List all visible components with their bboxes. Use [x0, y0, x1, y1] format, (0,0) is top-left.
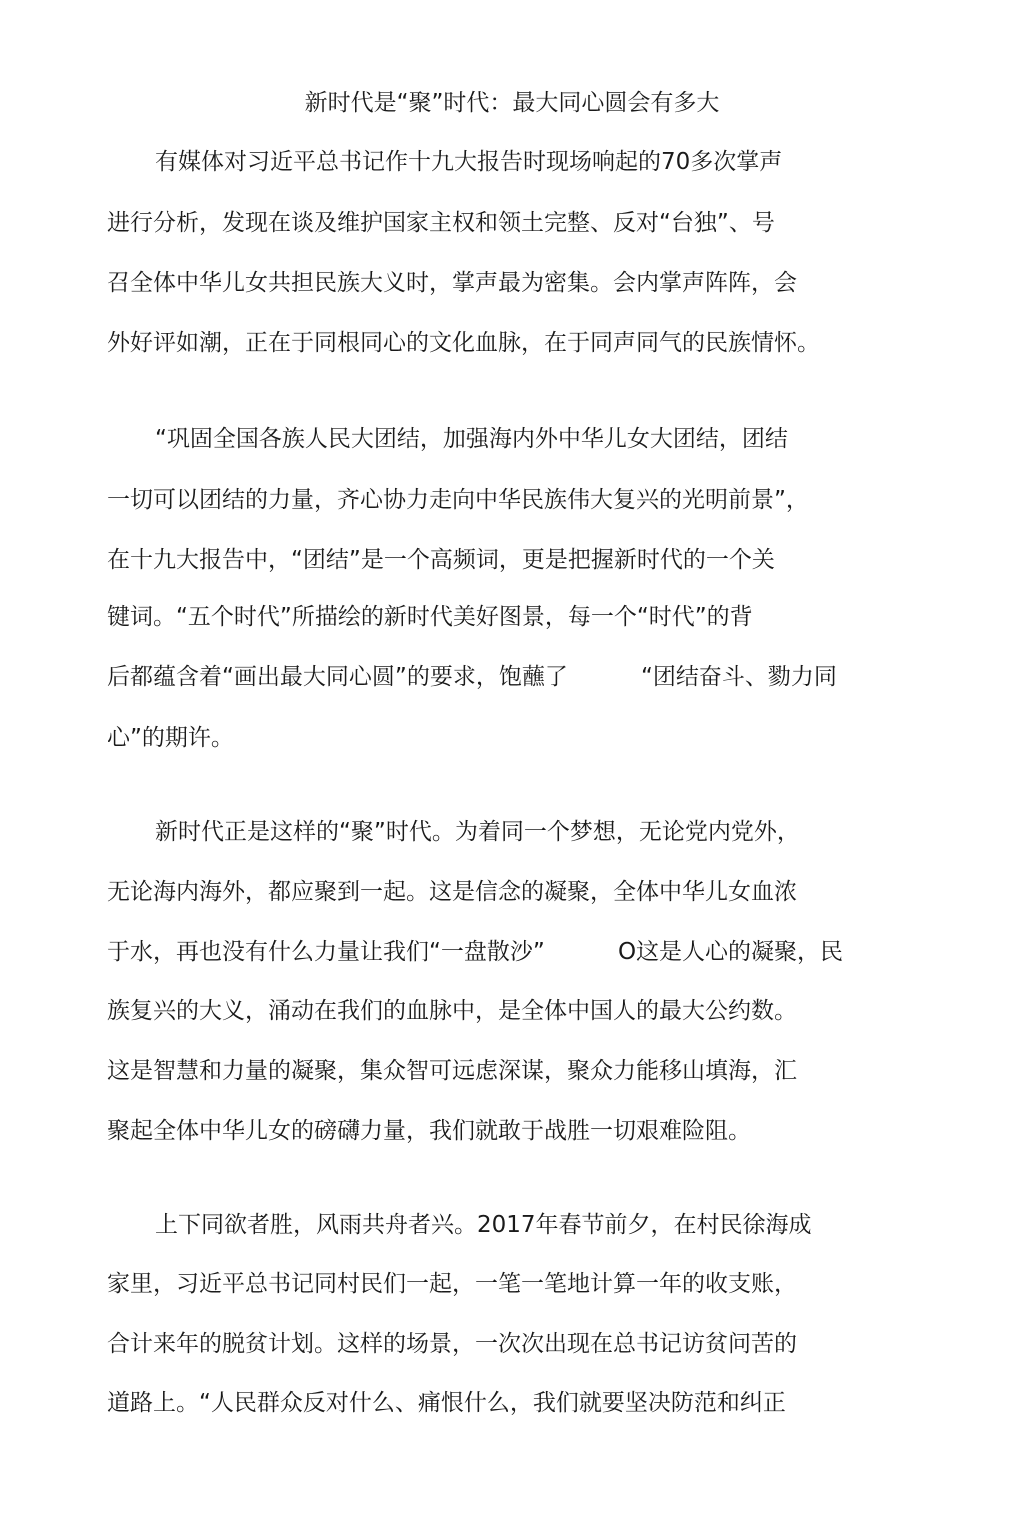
paragraph-2-line-5: 后都蕴含着“画出最大同心圆”的要求，饱蘸了 “团结奋斗、勠力同 — [107, 664, 837, 690]
paragraph-2-line-6: 心”的期许。 — [107, 725, 234, 751]
document-title: 新时代是“聚”时代：最大同心圆会有多大 — [304, 90, 720, 116]
paragraph-4-line-3: 合计来年的脱贫计划。这样的场景，一次次出现在总书记访贫问苦的 — [107, 1331, 797, 1357]
paragraph-2-line-2: 一切可以团结的力量，齐心协力走向中华民族伟大复兴的光明前景”， — [107, 487, 809, 513]
paragraph-4-line-4: 道路上。“人民群众反对什么、痛恨什么，我们就要坚决防范和纠正 — [107, 1390, 786, 1416]
paragraph-2-line-4: 键词。“五个时代”所描绘的新时代美好图景，每一个“时代”的背 — [107, 604, 753, 630]
paragraph-3-line-2: 无论海内海外，都应聚到一起。这是信念的凝聚，全体中华儿女血浓 — [107, 879, 797, 905]
paragraph-3-line-5: 这是智慧和力量的凝聚，集众智可远虑深谋，聚众力能移山填海，汇 — [107, 1058, 797, 1084]
paragraph-2-line-1: “巩固全国各族人民大团结，加强海内外中华儿女大团结，团结 — [155, 426, 788, 452]
paragraph-4-line-1: 上下同欲者胜，风雨共舟者兴。2017年春节前夕，在村民徐海成 — [155, 1212, 812, 1238]
paragraph-4-line-2: 家里，习近平总书记同村民们一起，一笔一笔地计算一年的收支账， — [107, 1271, 797, 1297]
paragraph-1-line-2: 进行分析，发现在谈及维护国家主权和领土完整、反对“台独”、号 — [107, 210, 775, 236]
paragraph-1-line-1: 有媒体对习近平总书记作十九大报告时现场响起的70多次掌声 — [155, 149, 783, 175]
paragraph-3-line-4: 族复兴的大义，涌动在我们的血脉中，是全体中国人的最大公约数。 — [107, 998, 797, 1024]
paragraph-2-line-3: 在十九大报告中，“团结”是一个高频词，更是把握新时代的一个关 — [107, 547, 775, 573]
paragraph-1-line-3: 召全体中华儿女共担民族大义时，掌声最为密集。会内掌声阵阵，会 — [107, 270, 797, 296]
paragraph-1-line-4: 外好评如潮，正在于同根同心的文化血脉，在于同声同气的民族情怀。 — [107, 330, 820, 356]
paragraph-3-line-1: 新时代正是这样的“聚”时代。为着同一个梦想，无论党内党外， — [155, 819, 800, 845]
paragraph-3-line-3: 于水，再也没有什么力量让我们“一盘散沙” O这是人心的凝聚，民 — [107, 939, 844, 965]
paragraph-3-line-6: 聚起全体中华儿女的磅礴力量，我们就敢于战胜一切艰难险阻。 — [107, 1118, 751, 1144]
